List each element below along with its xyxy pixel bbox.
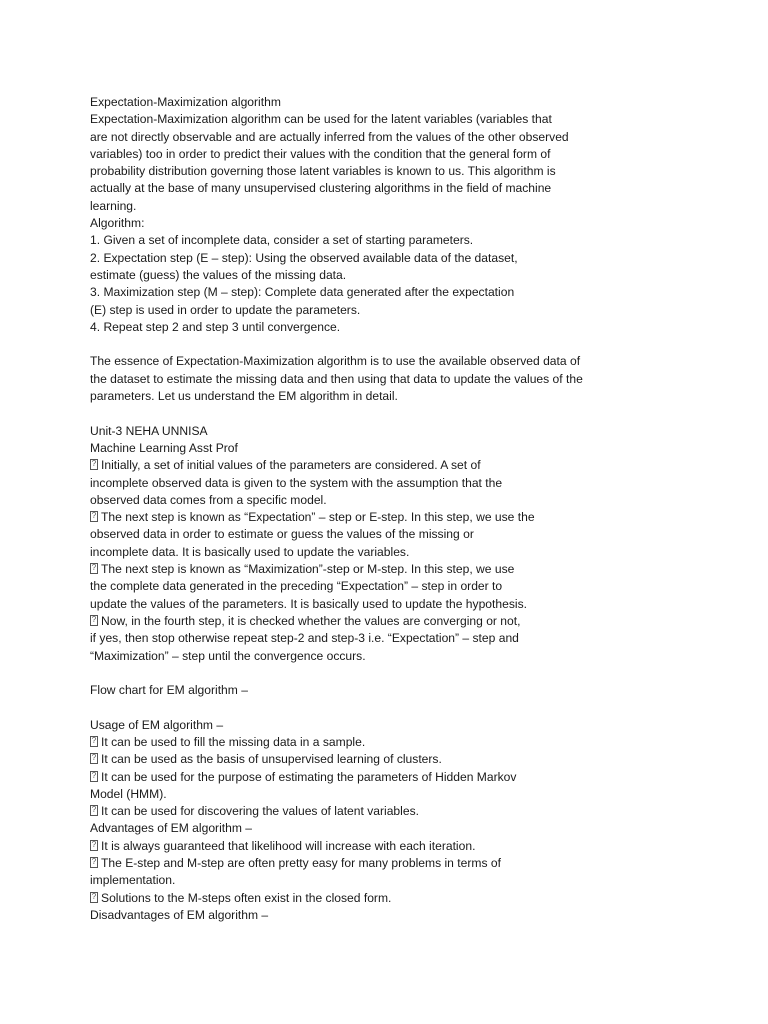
intro-line: actually at the base of many unsupervised clustering algorithms in the field of machine	[90, 181, 552, 196]
missing-glyph-bullet-icon	[90, 892, 98, 903]
detail-line-text: observed data in order to estimate or guess the values of the missing or	[90, 527, 474, 542]
detail-line-text: the complete data generated in the preceding “Expectation” – step in order to	[90, 579, 503, 594]
algorithm-line: 2. Expectation step (E – step): Using the observed available data of the dataset,	[90, 250, 518, 265]
detail-line	[90, 561, 708, 578]
detail-line-text: The next step is known as “Expectation” – step or E-step. In this step, we use the	[101, 510, 535, 525]
essence-line: parameters. Let us understand the EM algorithm in detail.	[90, 389, 398, 404]
missing-glyph-bullet-icon	[90, 771, 98, 782]
missing-glyph-bullet-icon	[90, 511, 98, 522]
intro-line: variables) too in order to predict their values with the condition that the general form of	[90, 146, 551, 161]
detail-line-text: Initially, a set of initial values of the parameters are considered. A set of	[101, 458, 481, 473]
usage-line	[90, 751, 708, 768]
missing-glyph-bullet-icon	[90, 615, 98, 626]
usage-line	[90, 803, 708, 820]
detail-line-text: update the values of the parameters. It is basically used to update the hypothesis.	[90, 596, 527, 611]
detail-line-text: observed data comes from a specific model.	[90, 492, 327, 507]
usage-list	[90, 734, 708, 820]
detail-line-text: incomplete observed data is given to the system with the assumption that the	[90, 475, 503, 490]
intro-paragraph	[90, 111, 708, 215]
missing-glyph-bullet-icon	[90, 459, 98, 470]
missing-glyph-bullet-icon	[90, 857, 98, 868]
flowchart-heading: Flow chart for EM algorithm –	[90, 683, 248, 698]
detail-line-text: incomplete data. It is basically used to update the variables.	[90, 544, 410, 559]
usage-line-text: It can be used to fill the missing data in a sample.	[101, 734, 366, 749]
advantages-line-text: The E-step and M-step are often pretty easy for many problems in terms of	[101, 856, 501, 871]
usage-line	[90, 786, 708, 803]
detail-line	[90, 492, 708, 509]
detail-line	[90, 509, 708, 526]
detail-line	[90, 526, 708, 543]
advantages-line	[90, 890, 708, 907]
missing-glyph-bullet-icon	[90, 840, 98, 851]
usage-line-text: It can be used for the purpose of estimating the parameters of Hidden Markov	[101, 769, 517, 784]
missing-glyph-bullet-icon	[90, 753, 98, 764]
algorithm-line: 4. Repeat step 2 and step 3 until convergence.	[90, 319, 341, 334]
spacer	[90, 405, 708, 422]
detail-line	[90, 648, 708, 665]
doc-title: Expectation-Maximization algorithm	[90, 95, 281, 109]
missing-glyph-bullet-icon	[90, 805, 98, 816]
detail-line	[90, 457, 708, 474]
usage-line	[90, 734, 708, 751]
missing-glyph-bullet-icon	[90, 736, 98, 747]
advantages-line-text: Solutions to the M-steps often exist in the closed form.	[101, 890, 392, 905]
advantages-line-text: It is always guaranteed that likelihood will increase with each iteration.	[101, 838, 476, 853]
detail-line-text: if yes, then stop otherwise repeat step-2 and step-3 i.e. “Expectation” – step and	[90, 631, 519, 646]
usage-line-text: It can be used as the basis of unsupervised learning of clusters.	[101, 752, 442, 767]
usage-line-text: It can be used for discovering the values of latent variables.	[101, 804, 419, 819]
spacer	[90, 699, 708, 716]
detail-line-text: Now, in the fourth step, it is checked whether the values are converging or not,	[101, 613, 521, 628]
algorithm-line: estimate (guess) the values of the missing data.	[90, 267, 347, 282]
intro-line: Expectation-Maximization algorithm can be used for the latent variables (variables that	[90, 112, 552, 127]
algorithm-heading: Algorithm:	[90, 216, 145, 231]
detail-line-text: The next step is known as “Maximization”-step or M-step. In this step, we use	[101, 562, 515, 577]
usage-heading: Usage of EM algorithm –	[90, 717, 224, 732]
detail-line	[90, 475, 708, 492]
detail-line-text: “Maximization” – step until the convergence occurs.	[90, 648, 366, 663]
detail-line	[90, 613, 708, 630]
advantages-line-text: implementation.	[90, 873, 176, 888]
usage-line	[90, 769, 708, 786]
detail-list	[90, 457, 708, 665]
spacer	[90, 336, 708, 353]
essence-line: the dataset to estimate the missing data and then using that data to update the values of the	[90, 371, 583, 386]
algorithm-line: 1. Given a set of incomplete data, consider a set of starting parameters.	[90, 233, 474, 248]
detail-line	[90, 596, 708, 613]
advantages-list	[90, 838, 708, 907]
intro-line: are not directly observable and are actually inferred from the values of the other observed	[90, 129, 569, 144]
algorithm-steps	[90, 232, 708, 336]
author-line: Unit-3 NEHA UNNISA	[90, 423, 208, 438]
detail-line	[90, 544, 708, 561]
author-role-line: Machine Learning Asst Prof	[90, 440, 238, 455]
advantages-heading: Advantages of EM algorithm –	[90, 821, 253, 836]
detail-line	[90, 578, 708, 595]
detail-line	[90, 630, 708, 647]
intro-line: learning.	[90, 198, 137, 213]
essence-line: The essence of Expectation-Maximization algorithm is to use the available observed data of	[90, 354, 581, 369]
usage-line-text: Model (HMM).	[90, 786, 167, 801]
disadvantages-heading: Disadvantages of EM algorithm –	[90, 907, 269, 922]
intro-line: probability distribution governing those latent variables is known to us. This algorithm is	[90, 164, 556, 179]
advantages-line	[90, 872, 708, 889]
algorithm-line: 3. Maximization step (M – step): Complete data generated after the expectation	[90, 285, 515, 300]
algorithm-line: (E) step is used in order to update the parameters.	[90, 302, 361, 317]
advantages-line	[90, 838, 708, 855]
missing-glyph-bullet-icon	[90, 563, 98, 574]
essence-paragraph	[90, 353, 708, 405]
advantages-line	[90, 855, 708, 872]
spacer	[90, 665, 708, 682]
